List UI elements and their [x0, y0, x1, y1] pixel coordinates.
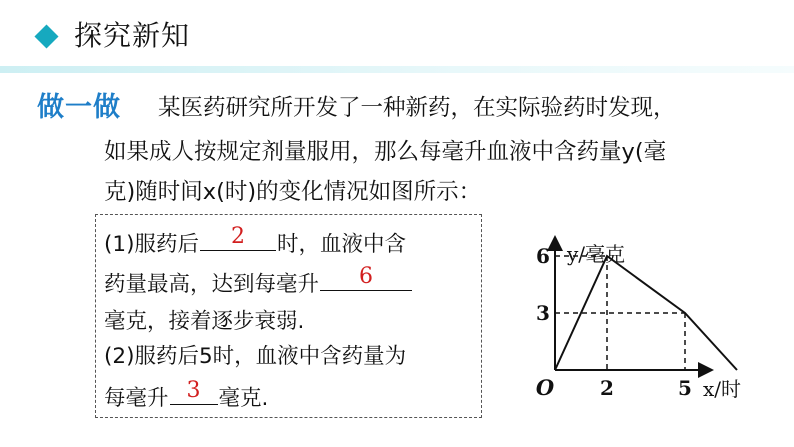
section-header — [0, 0, 794, 76]
x-tick-label: 5 — [678, 376, 692, 400]
axis-labels — [536, 242, 741, 401]
answer-1: 2 — [230, 224, 245, 249]
answer-blank-3 — [170, 378, 218, 405]
question-1-line-1 — [104, 224, 406, 259]
y-tick-label: 6 — [536, 244, 550, 268]
problem-line-2: 如果成人按规定剂量服用，那么每毫升血液中含药量y(毫 — [104, 139, 667, 165]
q2-prefix: 每毫升 — [104, 386, 169, 411]
question-1-line-3: 毫克，接着逐步衰弱. — [104, 309, 305, 334]
x-tick-label: 2 — [600, 376, 614, 400]
q1-text-2: 药量最高，达到每毫升 — [104, 272, 320, 297]
y-tick-label: 3 — [536, 301, 550, 325]
answer-blank-2 — [320, 264, 412, 291]
question-2-line-1: (2)服药后5时，血液中含药量为 — [104, 344, 407, 369]
answer-2: 6 — [359, 264, 374, 289]
dose-time-graph — [510, 225, 760, 410]
question-2-line-2 — [104, 378, 269, 413]
problem-line-3: 克)随时间x(时)的变化情况如图所示： — [104, 179, 482, 205]
answer-blank-1 — [200, 224, 276, 251]
q1-prefix: (1)服药后 — [104, 232, 199, 257]
header-divider — [0, 66, 794, 73]
y-axis-label: y/毫克 — [567, 242, 626, 266]
origin-label: O — [535, 375, 555, 400]
question-1-line-2 — [104, 264, 413, 299]
problem-line-1: 某医药研究所开发了一种新药，在实际验药时发现， — [158, 95, 676, 121]
q2-suffix: 毫克. — [218, 386, 269, 411]
diamond-icon — [34, 24, 58, 48]
x-axis-label: x/时 — [703, 377, 742, 401]
activity-tag: 做一做 — [37, 92, 121, 123]
guide-lines — [555, 256, 685, 370]
section-title: 探究新知 — [74, 19, 191, 52]
answer-3: 3 — [186, 378, 201, 403]
q1-suffix: 时，血液中含 — [276, 232, 406, 257]
